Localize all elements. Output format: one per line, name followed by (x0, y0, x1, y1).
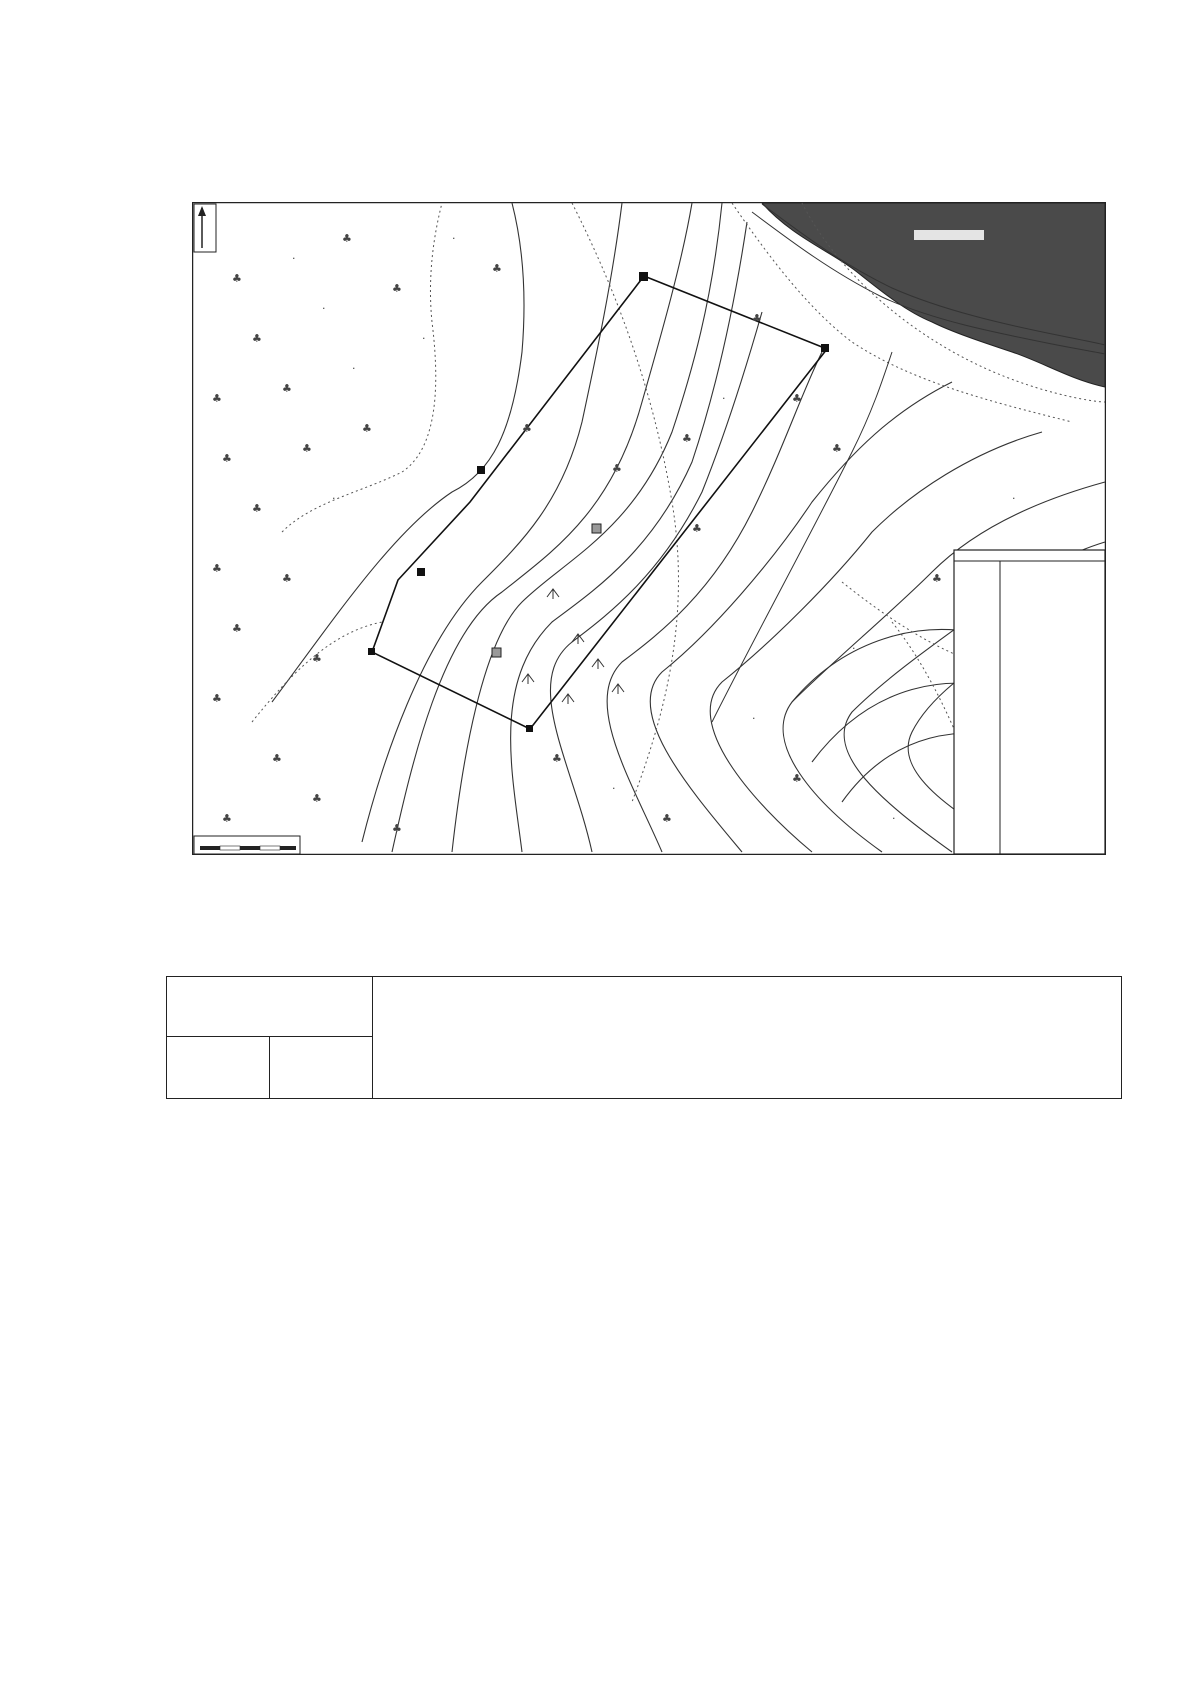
svg-text:♣: ♣ (212, 392, 222, 405)
header-designation (167, 977, 373, 1037)
svg-text:·: · (292, 252, 296, 265)
north-arrow (194, 204, 216, 252)
svg-text:·: · (892, 812, 896, 825)
svg-text:♣: ♣ (832, 442, 842, 455)
svg-text:·: · (722, 392, 726, 405)
svg-text:♣: ♣ (222, 812, 232, 825)
svg-text:♣: ♣ (662, 812, 672, 825)
header-description (373, 977, 1122, 1099)
header-from (167, 1037, 270, 1099)
svg-text:♣: ♣ (302, 442, 312, 455)
svg-text:·: · (322, 302, 326, 315)
svg-text:♣: ♣ (312, 792, 322, 805)
svg-text:♣: ♣ (362, 422, 372, 435)
svg-text:♣: ♣ (692, 522, 702, 535)
svg-text:·: · (1012, 492, 1016, 505)
svg-text:♣: ♣ (552, 752, 562, 765)
svg-text:·: · (752, 712, 756, 725)
svg-text:♣: ♣ (212, 562, 222, 575)
svg-text:♣: ♣ (392, 822, 402, 835)
svg-text:♣: ♣ (392, 282, 402, 295)
svg-text:♣: ♣ (222, 452, 232, 465)
svg-text:·: · (612, 782, 616, 795)
svg-text:♣: ♣ (342, 232, 352, 245)
map-legend (954, 550, 1105, 854)
svg-text:♣: ♣ (792, 772, 802, 785)
svg-text:♣: ♣ (252, 502, 262, 515)
svg-text:♣: ♣ (522, 422, 532, 435)
header-to (270, 1037, 373, 1099)
svg-text:♣: ♣ (252, 332, 262, 345)
svg-text:♣: ♣ (312, 652, 322, 665)
svg-text:♣: ♣ (232, 622, 242, 635)
svg-text:♣: ♣ (932, 572, 942, 585)
svg-text:♣: ♣ (612, 462, 622, 475)
svg-text:·: · (852, 642, 856, 655)
svg-text:·: · (422, 332, 426, 345)
svg-text:♣: ♣ (282, 572, 292, 585)
svg-text:♣: ♣ (272, 752, 282, 765)
svg-text:♣: ♣ (212, 692, 222, 705)
boundary-parts-table (166, 976, 1122, 1099)
scale-bar (194, 836, 300, 854)
svg-text:♣: ♣ (492, 262, 502, 275)
svg-text:·: · (452, 232, 456, 245)
svg-text:♣: ♣ (752, 312, 762, 325)
svg-text:♣: ♣ (682, 432, 692, 445)
boundary-scheme-map (192, 202, 1106, 855)
svg-text:·: · (332, 492, 336, 505)
svg-text:·: · (352, 362, 356, 375)
svg-text:♣: ♣ (792, 392, 802, 405)
svg-text:♣: ♣ (232, 272, 242, 285)
svg-text:♣: ♣ (282, 382, 292, 395)
